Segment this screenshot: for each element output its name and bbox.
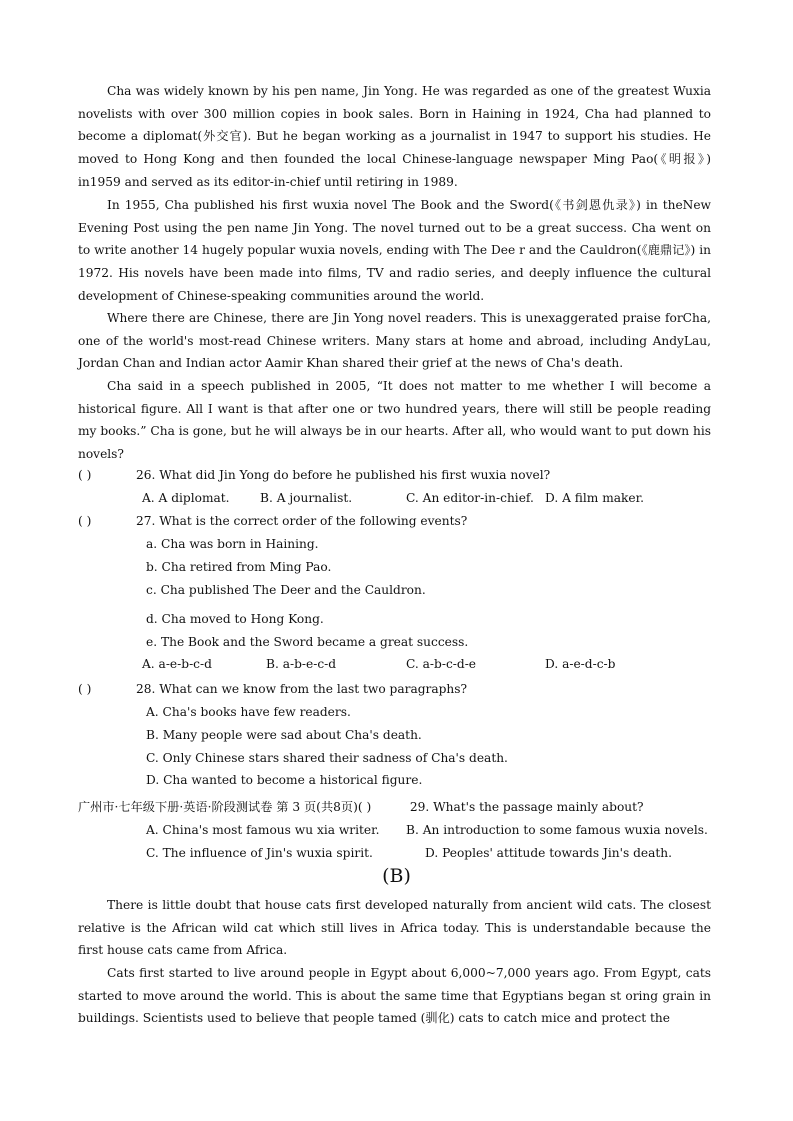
question-stem: 29. What's the passage mainly about? bbox=[409, 800, 644, 814]
event-d: d. Cha moved to Hong Kong. bbox=[146, 612, 324, 626]
option-d[interactable]: D. a-e-d-c-b bbox=[545, 657, 616, 671]
event-a: a. Cha was born in Haining. bbox=[146, 537, 319, 551]
question-stem: 28. What can we know from the last two paragraphs? bbox=[136, 682, 468, 696]
question-28 bbox=[78, 681, 467, 697]
option-a[interactable]: A. A diplomat. bbox=[142, 491, 230, 505]
passage-a-paragraph-4: Cha said in a speech published in 2005, “It does not matter to me whether I will become a historical figure. All I want is that after one or two hundred years, there will still be people reading my books.” Cha is gone, but he will always be in our hearts. After all, who would want to put down his novels? bbox=[78, 379, 711, 462]
option-c[interactable]: C. Only Chinese stars shared their sadness of Cha's death. bbox=[146, 751, 508, 765]
option-d[interactable]: D. Peoples' attitude towards Jin's death. bbox=[425, 846, 672, 860]
answer-bracket[interactable]: ( ) bbox=[78, 514, 92, 528]
question-26-options bbox=[142, 490, 644, 506]
event-e: e. The Book and the Sword became a great success. bbox=[146, 635, 469, 649]
option-c[interactable]: C. An editor-in-chief. bbox=[406, 491, 534, 505]
event-c: c. Cha published The Deer and the Cauldron. bbox=[146, 583, 426, 597]
question-29 bbox=[78, 799, 644, 815]
option-d[interactable]: D. Cha wanted to become a historical figure. bbox=[146, 773, 423, 787]
passage-a-paragraph-2: In 1955, Cha published his first wuxia novel The Book and the Sword(《书剑恩仇录》) in theNew Evening Post using the pen name Jin Yong. The novel turned out to be a great success. Cha went on to write another 14 hugely popular wuxia novels, ending with The Dee r and the Cauldron(《鹿鼎记》) in 1972. His novels have been made into films, TV and radio series, and deeply influence the cultural development of Chinese-speaking communities around the world. bbox=[78, 198, 711, 303]
option-b[interactable]: B. A journalist. bbox=[260, 491, 353, 505]
event-b: b. Cha retired from Ming Pao. bbox=[146, 560, 332, 574]
passage-a-paragraph-1: Cha was widely known by his pen name, Jin Yong. He was regarded as one of the greatest Wuxia novelists with over 300 million copies in book sales. Born in Haining in 1924, Cha had planned to become a diplomat(外交官). But he began working as a journalist in 1947 to support his studies. He moved to Hong Kong and then founded the local Chinese-language newspaper Ming Pao(《明报》) in1959 and served as its editor-in-chief until retiring in 1989. bbox=[78, 84, 711, 189]
passage-a-paragraph-3: Where there are Chinese, there are Jin Yong novel readers. This is unexaggerated praise forCha, one of the world's most-read Chinese writers. Many stars at home and abroad, including AndyLau, Jordan Chan and Indian actor Aamir Khan shared their grief at the news of Cha's death. bbox=[78, 311, 711, 371]
option-c[interactable]: C. a-b-c-d-e bbox=[406, 657, 477, 671]
page-footer: 广州市·七年级下册·英语·阶段测试卷 第 3 页(共8页) bbox=[78, 800, 358, 814]
option-b[interactable]: B. An introduction to some famous wuxia novels. bbox=[406, 823, 708, 837]
section-b-heading: (B) bbox=[382, 865, 411, 887]
question-stem: 27. What is the correct order of the following events? bbox=[136, 514, 468, 528]
passage-b-paragraph-2: Cats first started to live around people in Egypt about 6,000~7,000 years ago. From Egypt, cats started to move around the world. This is about the same time that Egyptians began st oring grain in buildings. Scientists used to believe that people tamed (驯化) cats to catch mice and protect the bbox=[78, 966, 711, 1026]
answer-bracket[interactable]: ( ) bbox=[357, 800, 372, 814]
option-c[interactable]: C. The influence of Jin's wuxia spirit. bbox=[146, 846, 373, 860]
option-a[interactable]: A. a-e-b-c-d bbox=[142, 657, 212, 671]
question-29-options-row-2 bbox=[146, 845, 672, 861]
question-27 bbox=[78, 513, 467, 529]
answer-bracket[interactable]: ( ) bbox=[78, 682, 92, 696]
option-a[interactable]: A. China's most famous wu xia writer. bbox=[146, 823, 380, 837]
option-a[interactable]: A. Cha's books have few readers. bbox=[146, 705, 351, 719]
question-26 bbox=[78, 467, 550, 483]
question-27-options bbox=[142, 656, 615, 672]
option-b[interactable]: B. Many people were sad about Cha's death. bbox=[146, 728, 422, 742]
option-d[interactable]: D. A film maker. bbox=[545, 491, 644, 505]
option-b[interactable]: B. a-b-e-c-d bbox=[266, 657, 337, 671]
question-29-options-row-1 bbox=[146, 822, 708, 838]
question-stem: 26. What did Jin Yong do before he published his first wuxia novel? bbox=[136, 468, 551, 482]
passage-b-paragraph-1: There is little doubt that house cats first developed naturally from ancient wild cats. The closest relative is the African wild cat which still lives in Africa today. This is understandable because the first house cats came from Africa. bbox=[78, 898, 711, 958]
answer-bracket[interactable]: ( ) bbox=[78, 468, 92, 482]
